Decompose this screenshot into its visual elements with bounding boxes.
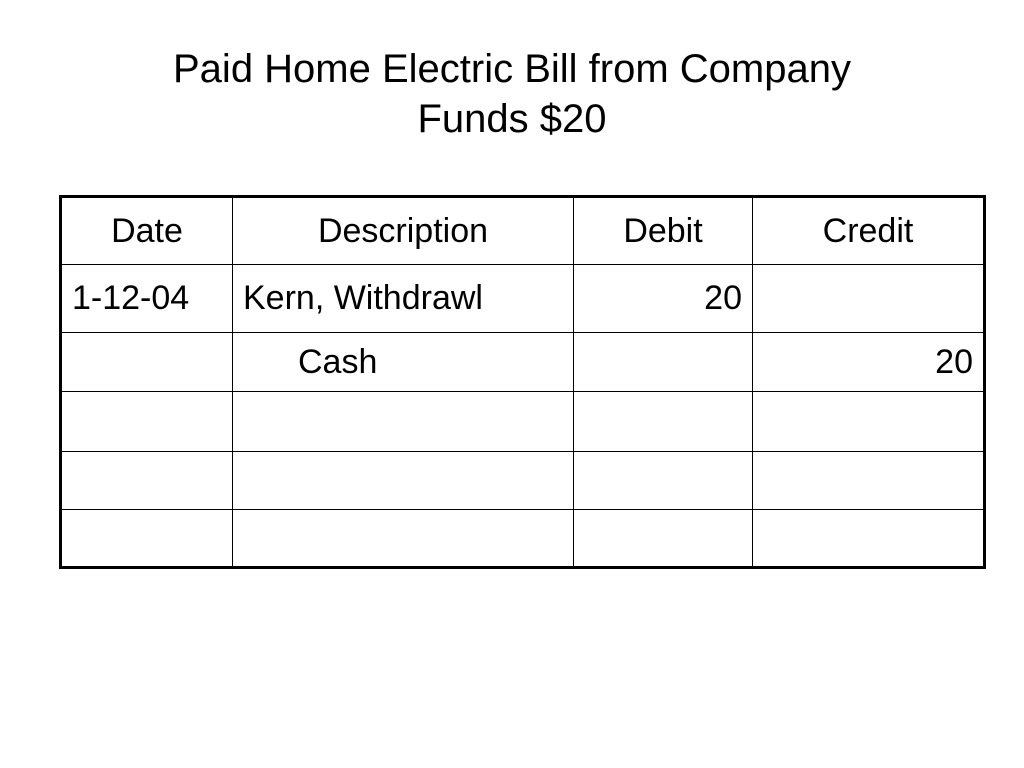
table-row xyxy=(61,452,985,510)
table-row xyxy=(61,265,985,333)
credit-cell xyxy=(753,452,985,510)
debit-cell: 20 xyxy=(574,265,753,333)
table-row xyxy=(61,392,985,452)
table-row xyxy=(61,333,985,392)
column-header-description: Description xyxy=(233,197,574,265)
debit-cell xyxy=(574,392,753,452)
debit-cell xyxy=(574,333,753,392)
description-cell xyxy=(233,452,574,510)
journal-entry-table xyxy=(59,195,986,569)
description-cell: Kern, Withdrawl xyxy=(233,265,574,333)
credit-cell xyxy=(753,392,985,452)
debit-cell xyxy=(574,510,753,568)
date-cell xyxy=(61,510,233,568)
table-header-row xyxy=(61,197,985,265)
slide-title-line-1: Paid Home Electric Bill from Company xyxy=(173,47,851,91)
description-cell xyxy=(233,392,574,452)
debit-cell xyxy=(574,452,753,510)
date-cell xyxy=(61,333,233,392)
credit-cell xyxy=(753,265,985,333)
column-header-debit: Debit xyxy=(574,197,753,265)
date-cell: 1-12-04 xyxy=(61,265,233,333)
column-header-credit: Credit xyxy=(753,197,985,265)
date-cell xyxy=(61,392,233,452)
column-header-date: Date xyxy=(61,197,233,265)
slide-title xyxy=(0,44,1024,144)
table-row xyxy=(61,510,985,568)
date-cell xyxy=(61,452,233,510)
credit-cell: 20 xyxy=(753,333,985,392)
credit-cell xyxy=(753,510,985,568)
description-cell: Cash xyxy=(233,333,574,392)
description-cell xyxy=(233,510,574,568)
slide-title-line-2: Funds $20 xyxy=(417,97,607,141)
